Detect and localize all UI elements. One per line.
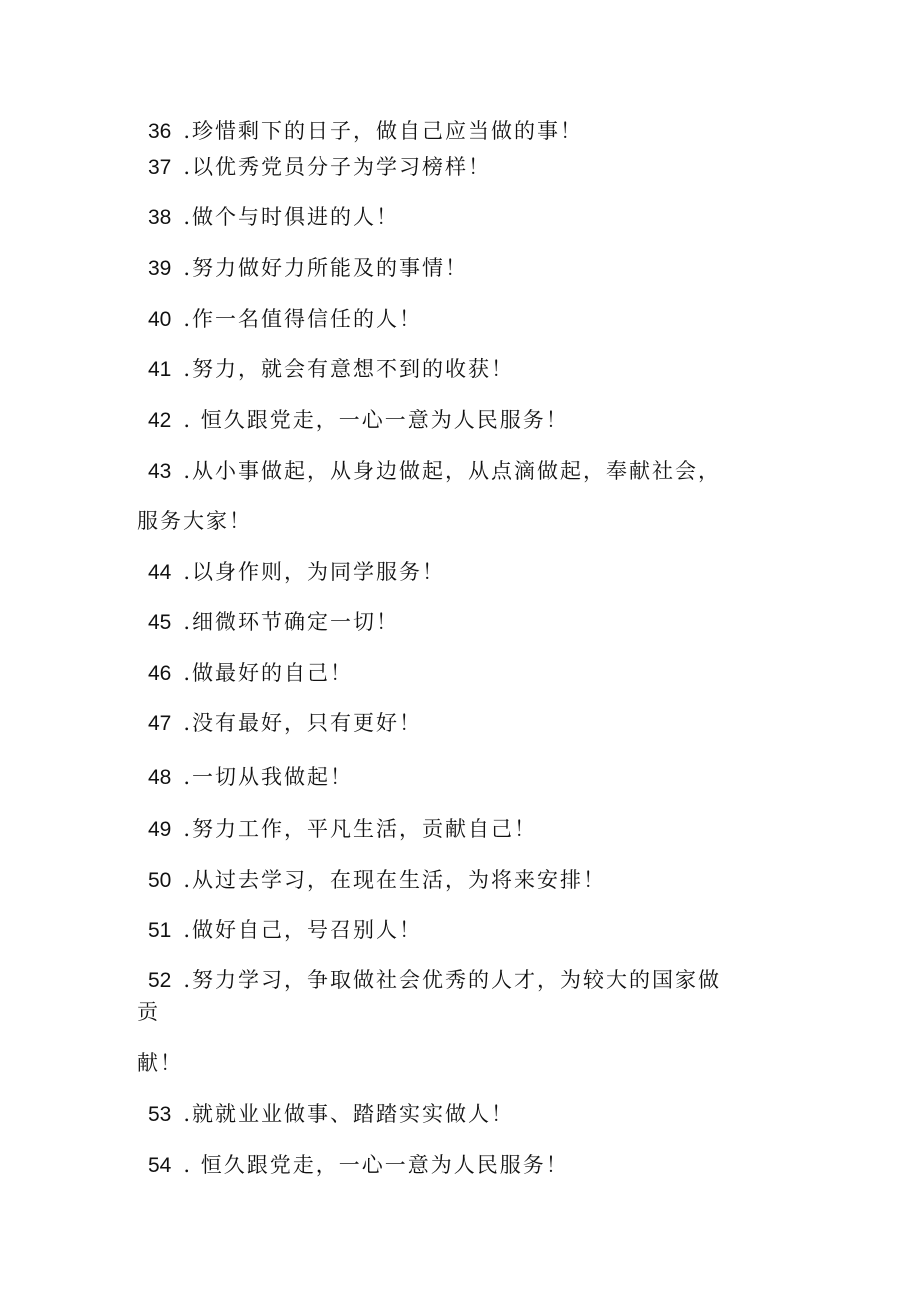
list-item <box>148 916 422 944</box>
item-text: .做个与时俱进的人！ <box>183 205 400 229</box>
list-item <box>148 406 569 434</box>
item-number: 40 <box>148 308 172 331</box>
list-item <box>148 608 399 636</box>
item-text: .努力学习，争取做社会优秀的人才，为较大的国家做 <box>183 968 722 992</box>
item-text: .做好自己，号召别人！ <box>183 918 423 942</box>
item-number: 36 <box>148 120 172 143</box>
item-number: 53 <box>148 1103 172 1126</box>
item-text: .做最好的自己！ <box>183 661 354 685</box>
list-item <box>148 153 491 181</box>
item-text: .以身作则，为同学服务！ <box>183 560 446 584</box>
list-item <box>148 305 422 333</box>
item-text: .努力工作，平凡生活，贡献自己！ <box>183 817 538 841</box>
list-item <box>148 117 583 145</box>
item-number: 37 <box>148 156 172 179</box>
item-text: .一切从我做起！ <box>183 765 354 789</box>
list-item <box>148 1100 514 1128</box>
item-number: 43 <box>148 460 172 483</box>
list-item <box>148 966 721 994</box>
item-text: .以优秀党员分子为学习榜样！ <box>183 155 492 179</box>
item-text: .作一名值得信任的人！ <box>183 307 423 331</box>
item-number: 45 <box>148 611 172 634</box>
item-number: 47 <box>148 712 172 735</box>
list-item-continuation: 献！ <box>137 1051 183 1075</box>
item-text: . 恒久跟党走，一心一意为人民服务！ <box>183 408 569 432</box>
item-text: .努力做好力所能及的事情！ <box>183 256 469 280</box>
item-text: .从小事做起，从身边做起，从点滴做起，奉献社会， <box>183 459 722 483</box>
item-number: 50 <box>148 869 172 892</box>
list-item <box>148 203 399 231</box>
item-number: 54 <box>148 1154 172 1177</box>
list-item <box>148 866 606 894</box>
item-text: .珍惜剩下的日子，做自己应当做的事！ <box>183 119 584 143</box>
item-number: 44 <box>148 561 172 584</box>
list-item-continuation: 服务大家！ <box>137 509 252 533</box>
list-item <box>148 709 422 737</box>
list-item <box>148 1151 569 1179</box>
item-number: 42 <box>148 409 172 432</box>
list-item <box>148 254 468 282</box>
list-item <box>148 558 445 586</box>
list-item <box>148 763 353 791</box>
item-number: 38 <box>148 206 172 229</box>
item-text: .努力，就会有意想不到的收获！ <box>183 357 515 381</box>
list-item <box>148 355 514 383</box>
item-number: 52 <box>148 969 172 992</box>
item-text: . 恒久跟党走，一心一意为人民服务！ <box>183 1153 569 1177</box>
item-text: .细微环节确定一切！ <box>183 610 400 634</box>
list-item <box>148 815 537 843</box>
item-number: 49 <box>148 818 172 841</box>
item-number: 41 <box>148 358 172 381</box>
item-number: 46 <box>148 662 172 685</box>
list-item <box>148 659 353 687</box>
item-number: 48 <box>148 766 172 789</box>
list-item-continuation: 贡 <box>137 1000 160 1024</box>
item-text: .没有最好，只有更好！ <box>183 711 423 735</box>
item-number: 39 <box>148 257 172 280</box>
list-item <box>148 457 721 485</box>
item-text: .从过去学习，在现在生活，为将来安排！ <box>183 868 607 892</box>
item-number: 51 <box>148 919 172 942</box>
item-text: .就就业业做事、踏踏实实做人！ <box>183 1102 515 1126</box>
